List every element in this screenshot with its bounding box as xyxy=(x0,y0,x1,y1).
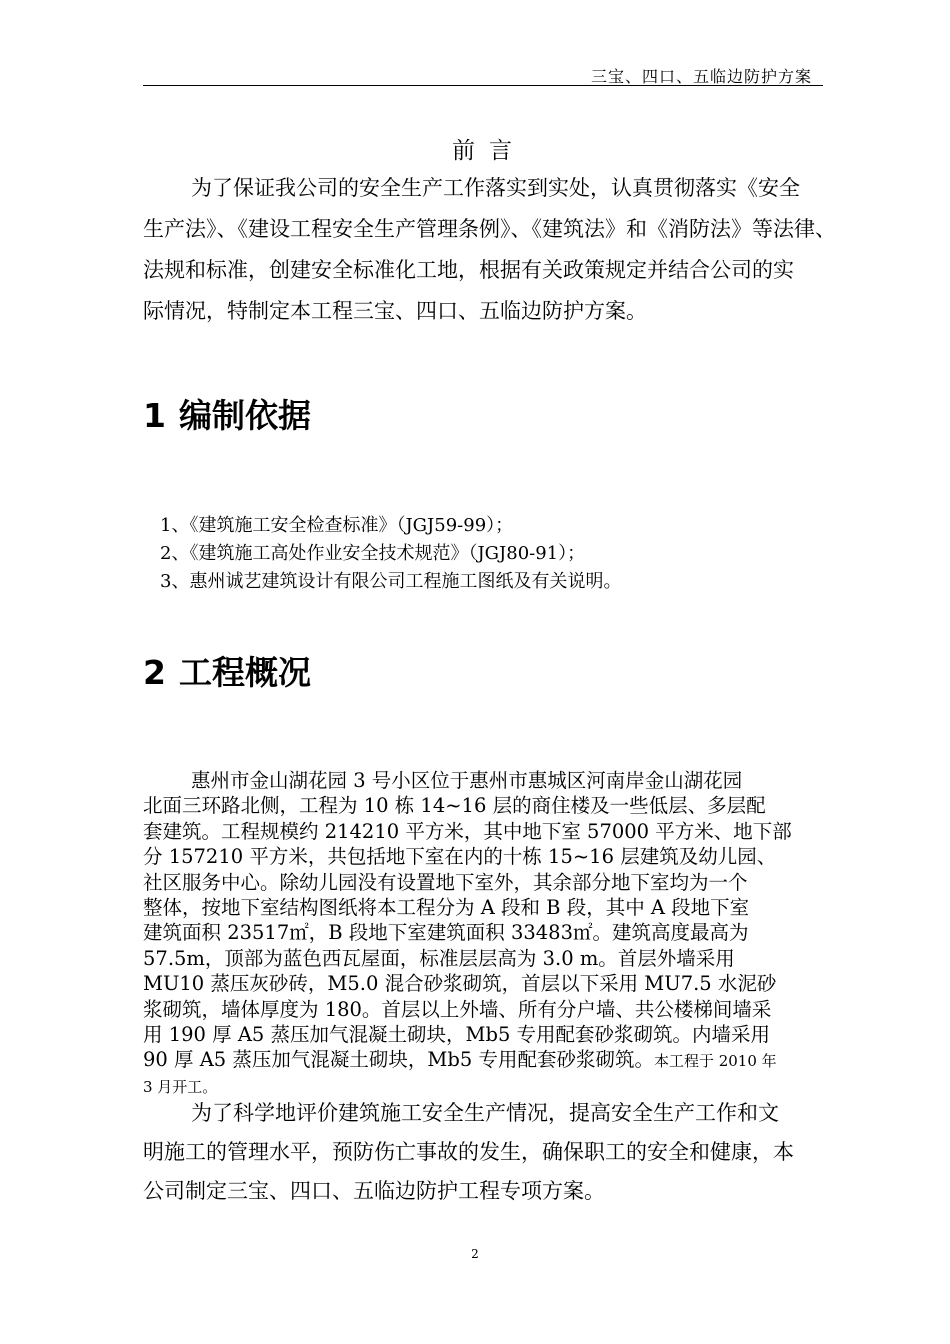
list-item: 2、《建筑施工高处作业安全技术规范》（JGJ80-91）； xyxy=(160,543,586,564)
overview-line: 浆砌筑，墙体厚度为 180。首层以上外墙、所有分户墙、共公楼梯间墙采 xyxy=(143,997,772,1021)
overview-line: 整体，按地下室结构图纸将本工程分为 A 段和 B 段，其中 A 段地下室 xyxy=(143,896,750,920)
section-1-number: 1 xyxy=(143,396,166,435)
overview-paragraph xyxy=(143,768,833,1100)
section-2-number: 2 xyxy=(143,653,166,692)
section-2-heading xyxy=(143,647,311,694)
overview-line-text: 90 厚 A5 蒸压加气混凝土砌块，Mb5 专用配套砂浆砌筑。 xyxy=(143,1048,654,1072)
overview-line xyxy=(143,1047,833,1074)
overview-line: 北面三环路北侧，工程为 10 栋 14~16 层的商住楼及一些低层、多层配 xyxy=(143,794,766,818)
overview-line: MU10 蒸压灰砂砖，M5.0 混合砂浆砌筑，首层以下采用 MU7.5 水泥砂 xyxy=(143,972,777,996)
start-date-text: 本工程于 2010 年 xyxy=(653,1052,777,1071)
preface-line: 为了保证我公司的安全生产工作落实到实处，认真贯彻落实《安全 xyxy=(191,176,800,200)
overview-line: 3 月开工。 xyxy=(143,1077,218,1096)
closing-paragraph xyxy=(143,1094,833,1211)
overview-line: 建筑面积 23517㎡，B 段地下室建筑面积 33483㎡。建筑高度最高为 xyxy=(143,921,749,945)
preface-paragraph xyxy=(143,168,836,332)
closing-line: 明施工的管理水平，预防伤亡事故的发生，确保职工的安全和健康，本 xyxy=(143,1140,794,1164)
preface-line: 生产法》、《建设工程安全生产管理条例》、《建筑法》和《消防法》等法律、 xyxy=(143,217,836,241)
preface-line: 际情况，特制定本工程三宝、四口、五临边防护方案。 xyxy=(143,299,647,323)
overview-line: 分 157210 平方米，共包括地下室在内的十栋 15~16 层建筑及幼儿园、 xyxy=(143,845,777,869)
closing-line: 为了科学地评价建筑施工安全生产情况，提高安全生产工作和文 xyxy=(191,1101,779,1125)
list-item: 3、惠州诚艺建筑设计有限公司工程施工图纸及有关说明。 xyxy=(160,571,622,592)
preface-line: 法规和标准，创建安全标准化工地，根据有关政策规定并结合公司的实 xyxy=(143,258,794,282)
section-2-title: 工程概况 xyxy=(179,653,311,692)
overview-line: 社区服务中心。除幼儿园没有设置地下室外，其余部分地下室均为一个 xyxy=(143,870,748,894)
overview-line: 用 190 厚 A5 蒸压加气混凝土砌块，Mb5 专用配套砂浆砌筑。内墙采用 xyxy=(143,1023,771,1047)
preface-title: 前言 xyxy=(452,138,526,164)
overview-line: 套建筑。工程规模约 214210 平方米，其中地下室 57000 平方米、地下部 xyxy=(143,819,792,843)
page-number: 2 xyxy=(471,1247,479,1261)
list-item: 1、《建筑施工安全检查标准》（JGJ59-99）； xyxy=(160,515,514,536)
overview-line: 惠州市金山湖花园 3 号小区位于惠州市惠城区河南岸金山湖花园 xyxy=(191,769,743,792)
header-rule xyxy=(143,85,823,86)
section-1-title: 编制依据 xyxy=(179,396,311,435)
closing-line: 公司制定三宝、四口、五临边防护工程专项方案。 xyxy=(143,1179,605,1203)
basis-list xyxy=(160,512,621,596)
section-1-heading xyxy=(143,390,311,437)
overview-line: 57.5m，顶部为蓝色西瓦屋面，标准层层高为 3.0 m。首层外墙采用 xyxy=(143,946,735,970)
header-title: 三宝、四口、五临边防护方案 xyxy=(590,67,812,86)
